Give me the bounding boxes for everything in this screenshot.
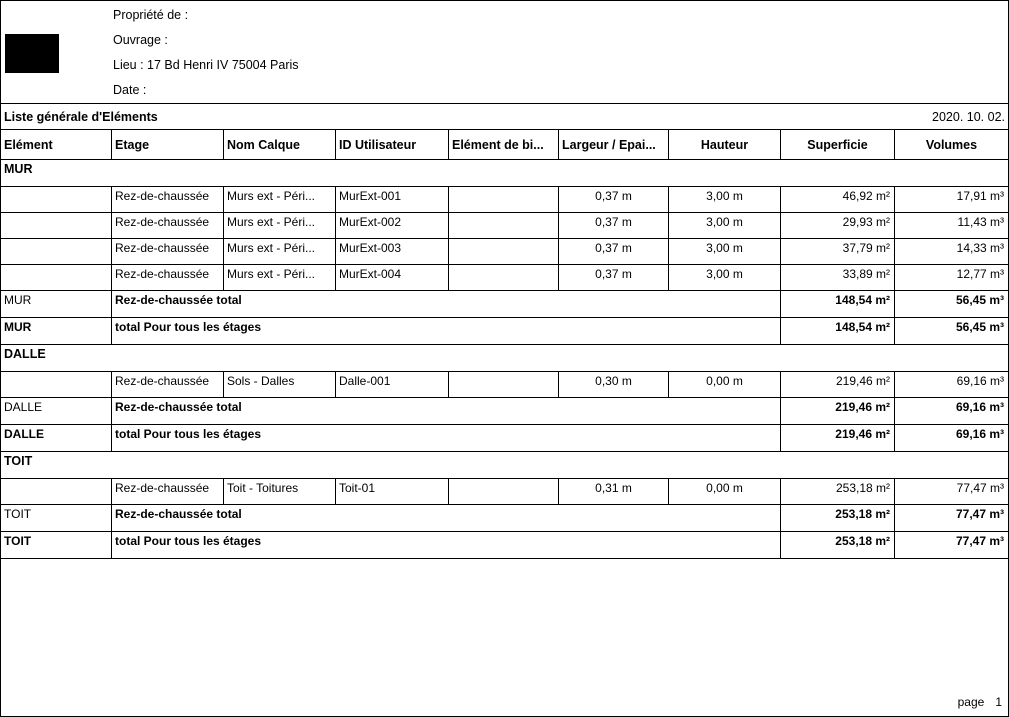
cell-id_utilisateur: MurExt-002	[336, 213, 449, 238]
cell-etage: Rez-de-chaussée	[112, 213, 224, 238]
column-header-nom_calque: Nom Calque	[224, 130, 336, 159]
cell-superficie: 148,54 m²	[781, 291, 895, 317]
cell-superficie: 219,46 m²	[781, 398, 895, 424]
cell-largeur: 0,37 m	[559, 187, 669, 212]
cell-superficie: 253,18 m²	[781, 479, 895, 504]
report-header	[1, 1, 1008, 104]
cell-volumes: 17,91 m³	[956, 189, 1004, 203]
cell-superficie: 253,18 m²	[781, 532, 895, 558]
cell-nom_calque: Murs ext - Péri...	[224, 187, 336, 212]
cell-total-label: total Pour tous les étages	[112, 318, 781, 344]
cell-element	[1, 187, 112, 212]
cell-element	[1, 265, 112, 290]
page-label: page	[957, 695, 985, 709]
element-row	[1, 239, 1008, 265]
cell-superficie: 33,89 m²	[781, 265, 895, 290]
storey-total-row	[1, 398, 1008, 425]
cell-element_bi	[449, 372, 559, 397]
page-footer	[958, 695, 1002, 709]
cell-element: DALLE	[1, 398, 112, 424]
column-header-id_utilisateur: ID Utilisateur	[336, 130, 449, 159]
table-header-row	[1, 130, 1008, 160]
proprietaire-line: Propriété de :	[113, 8, 189, 22]
grand-total-row	[1, 425, 1008, 452]
cell-element	[1, 239, 112, 264]
cell-element: TOIT	[1, 505, 112, 531]
cell-element: TOIT	[1, 532, 112, 558]
cell-element	[1, 479, 112, 504]
cell-volumes: 69,16 m³	[955, 400, 1004, 414]
cell-nom_calque: Murs ext - Péri...	[224, 239, 336, 264]
cell-etage: Rez-de-chaussée	[112, 372, 224, 397]
storey-total-row	[1, 505, 1008, 532]
cell-total-label: Rez-de-chaussée total	[112, 505, 781, 531]
element-row	[1, 265, 1008, 291]
lieu-line: Lieu : 17 Bd Henri IV 75004 Paris	[113, 58, 299, 72]
company-logo	[5, 34, 59, 73]
element-row	[1, 213, 1008, 239]
cell-etage: Rez-de-chaussée	[112, 479, 224, 504]
cell-nom_calque: Murs ext - Péri...	[224, 213, 336, 238]
cell-volumes: 56,45 m³	[955, 320, 1004, 334]
cell-superficie: 253,18 m²	[781, 505, 895, 531]
cell-largeur: 0,37 m	[559, 213, 669, 238]
column-header-volumes: Volumes	[925, 137, 978, 152]
cell-element: MUR	[1, 318, 112, 344]
cell-superficie: 219,46 m²	[781, 372, 895, 397]
section-header-mur: MUR	[1, 160, 1008, 187]
cell-largeur: 0,31 m	[559, 479, 669, 504]
cell-largeur: 0,37 m	[559, 265, 669, 290]
cell-hauteur: 0,00 m	[669, 372, 781, 397]
cell-hauteur: 3,00 m	[669, 265, 781, 290]
cell-superficie: 29,93 m²	[781, 213, 895, 238]
cell-superficie: 219,46 m²	[781, 425, 895, 451]
cell-volumes: 69,16 m³	[955, 427, 1004, 441]
cell-element_bi	[449, 479, 559, 504]
cell-etage: Rez-de-chaussée	[112, 187, 224, 212]
cell-volumes: 69,16 m³	[956, 374, 1004, 388]
section-header-toit: TOIT	[1, 452, 1008, 479]
grand-total-row	[1, 532, 1008, 559]
cell-volumes: 56,45 m³	[955, 293, 1004, 307]
page-number: 1	[995, 695, 1002, 709]
cell-nom_calque: Toit - Toitures	[224, 479, 336, 504]
cell-largeur: 0,37 m	[559, 239, 669, 264]
cell-hauteur: 0,00 m	[669, 479, 781, 504]
cell-superficie: 37,79 m²	[781, 239, 895, 264]
cell-volumes: 77,47 m³	[955, 507, 1004, 521]
table-body	[1, 160, 1008, 559]
storey-total-row	[1, 291, 1008, 318]
column-header-hauteur: Hauteur	[669, 130, 781, 159]
cell-volumes: 12,77 m³	[956, 267, 1004, 281]
cell-total-label: total Pour tous les étages	[112, 532, 781, 558]
elements-table	[1, 130, 1008, 559]
cell-volumes: 14,33 m³	[956, 241, 1004, 255]
cell-nom_calque: Sols - Dalles	[224, 372, 336, 397]
page-title: Liste générale d'Eléments	[4, 109, 158, 124]
cell-id_utilisateur: MurExt-001	[336, 187, 449, 212]
cell-id_utilisateur: MurExt-004	[336, 265, 449, 290]
cell-hauteur: 3,00 m	[669, 213, 781, 238]
cell-element_bi	[449, 239, 559, 264]
cell-nom_calque: Murs ext - Péri...	[224, 265, 336, 290]
date-line: Date :	[113, 83, 147, 97]
cell-element_bi	[449, 265, 559, 290]
cell-superficie: 46,92 m²	[781, 187, 895, 212]
cell-hauteur: 3,00 m	[669, 187, 781, 212]
cell-element_bi	[449, 187, 559, 212]
cell-etage: Rez-de-chaussée	[112, 265, 224, 290]
cell-element	[1, 213, 112, 238]
cell-etage: Rez-de-chaussée	[112, 239, 224, 264]
cell-id_utilisateur: Toit-01	[336, 479, 449, 504]
column-header-superficie: Superficie	[781, 130, 895, 159]
cell-element: MUR	[1, 291, 112, 317]
element-row	[1, 479, 1008, 505]
cell-total-label: Rez-de-chaussée total	[112, 398, 781, 424]
column-header-element: Elément	[1, 130, 112, 159]
cell-element: DALLE	[1, 425, 112, 451]
grand-total-row	[1, 318, 1008, 345]
cell-total-label: Rez-de-chaussée total	[112, 291, 781, 317]
cell-volumes: 11,43 m³	[957, 215, 1004, 229]
cell-hauteur: 3,00 m	[669, 239, 781, 264]
element-row	[1, 187, 1008, 213]
cell-id_utilisateur: MurExt-003	[336, 239, 449, 264]
section-header-dalle: DALLE	[1, 345, 1008, 372]
project-info	[113, 8, 299, 108]
cell-superficie: 148,54 m²	[781, 318, 895, 344]
cell-element_bi	[449, 213, 559, 238]
element-row	[1, 372, 1008, 398]
cell-total-label: total Pour tous les étages	[112, 425, 781, 451]
ouvrage-line: Ouvrage :	[113, 33, 168, 47]
cell-volumes: 77,47 m³	[955, 534, 1004, 548]
column-header-element_bi: Elément de bi...	[449, 130, 559, 159]
cell-id_utilisateur: Dalle-001	[336, 372, 449, 397]
report-date: 2020. 10. 02.	[932, 109, 1005, 124]
cell-element	[1, 372, 112, 397]
column-header-etage: Etage	[112, 130, 224, 159]
column-header-largeur: Largeur / Epai...	[559, 130, 669, 159]
cell-largeur: 0,30 m	[559, 372, 669, 397]
cell-volumes: 77,47 m³	[956, 481, 1004, 495]
